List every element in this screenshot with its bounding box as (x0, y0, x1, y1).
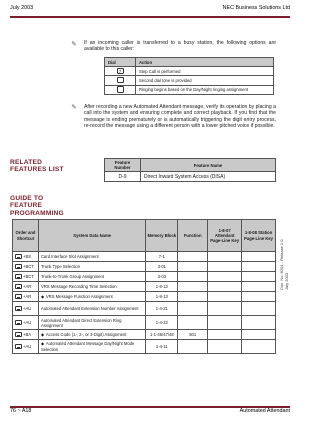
table-row (105, 172, 276, 182)
programming-table-header (13, 220, 276, 252)
function-cell (178, 340, 208, 354)
attendant-key-cell (208, 262, 242, 272)
phone-icon (15, 320, 22, 326)
document-number: Doc. No. 8201 - Release 1.0 (279, 239, 284, 290)
system-data-name-cell (38, 340, 145, 354)
document-sidebar (279, 239, 294, 350)
note-paragraph-verify: After recording a new Automated Attendant message, verify its operation by placing a call into the system and ensuring complete and correct playback. If you find that the message is ending prematurely or is automatically triggering the digit entry process, re-record the message using a different person with a lower pitched voice if possible. (84, 104, 276, 130)
station-key-cell (242, 302, 276, 316)
table-row (13, 316, 276, 330)
dial-key-icon (117, 86, 124, 93)
shortcut-code: +AU (23, 306, 32, 311)
phone-icon (15, 344, 22, 350)
order-shortcut-cell (13, 330, 39, 340)
diamond-icon: ◆ (40, 332, 44, 337)
function-header: Function (178, 220, 208, 252)
system-data-name-cell (38, 316, 145, 330)
shortcut-code: +AR (23, 294, 32, 299)
memory-block-cell: 7-1 (146, 252, 178, 262)
table-row (105, 85, 274, 94)
order-shortcut-cell (13, 272, 39, 282)
memory-block-cell: 1-4-22 (146, 316, 178, 330)
system-data-name-cell (38, 282, 145, 292)
memory-block-cell: 1-4-11 (146, 340, 178, 354)
pencil-icon: ✎ (71, 41, 77, 48)
phone-icon (15, 274, 22, 280)
order-shortcut-cell (13, 292, 39, 302)
memory-block-cell: 3-01 (146, 262, 178, 272)
station-key-cell (242, 252, 276, 262)
system-data-name-cell (38, 292, 145, 302)
system-data-name-cell (38, 252, 145, 262)
action-cell: Step Call is performed (136, 67, 274, 76)
memory-block-cell: 1-8-12 (146, 282, 178, 292)
shortcut-code: +AU (23, 344, 32, 349)
shortcut-code: +BS (23, 254, 32, 259)
phone-icon (15, 284, 22, 290)
system-data-name: Card Interface Slot Assignment (40, 254, 99, 259)
table-row (105, 76, 274, 85)
attendant-key-cell (208, 316, 242, 330)
system-data-name: Trunk Type Selection (40, 264, 81, 269)
dial-table-header (105, 58, 274, 67)
system-data-name-cell (38, 262, 145, 272)
memory-block-cell: 1-4-21 (146, 302, 178, 316)
document-date: July 2003 (283, 272, 289, 290)
function-cell (178, 252, 208, 262)
related-features-table (104, 158, 276, 182)
order-shortcut-cell (13, 302, 39, 316)
dial-key-icon (117, 77, 124, 84)
order-shortcut-cell (13, 252, 39, 262)
function-cell (178, 272, 208, 282)
attendant-key-cell (208, 340, 242, 354)
table-row (13, 272, 276, 282)
dial-key-icon: 7 (117, 68, 124, 75)
programming-table (12, 219, 276, 354)
function-cell: 501 (178, 330, 208, 340)
station-key-cell (242, 272, 276, 282)
phone-icon (15, 264, 22, 270)
attendant-key-cell (208, 302, 242, 316)
phone-icon (15, 332, 22, 338)
feature-name-cell: Direct Inward System Access (DISA) (141, 172, 276, 182)
system-data-name: Automated Attendant Extension Number Assignment (40, 306, 139, 311)
diamond-icon: ◆ (40, 342, 44, 346)
related-features-title: RELATED FEATURES LIST (10, 159, 64, 174)
order-shortcut-cell (13, 340, 39, 354)
attendant-key-cell (208, 252, 242, 262)
table-row (13, 282, 276, 292)
table-row (13, 292, 276, 302)
dial-action-table (104, 57, 274, 95)
attendant-key-header: 1-8-07 Attendant Page-Line Key (208, 220, 242, 252)
function-cell (178, 302, 208, 316)
page-number: 76 ~ A18 (10, 408, 32, 414)
station-key-header: 1-8-08 Station Page-Line Key (242, 220, 276, 252)
order-shortcut-cell (13, 316, 39, 330)
system-data-name-header: System Data Name (38, 220, 145, 252)
station-key-cell (242, 316, 276, 330)
memory-block-cell: 1-8-13 (146, 292, 178, 302)
header-company: NEC Business Solutions Ltd (222, 5, 290, 11)
page-footer (10, 408, 290, 414)
diamond-icon: ◆ (40, 294, 44, 299)
memory-block-cell: 1-1-46/47/48 (146, 330, 178, 340)
section-name: Automated Attendant (239, 408, 290, 414)
memory-block-header: Memory Block (146, 220, 178, 252)
table-row (13, 262, 276, 272)
system-data-name: VRS Message Recording Time Selection (40, 284, 117, 289)
attendant-key-cell (208, 282, 242, 292)
function-cell (178, 292, 208, 302)
station-key-cell (242, 282, 276, 292)
phone-icon (15, 294, 22, 300)
station-key-cell (242, 262, 276, 272)
system-data-name: VRS Message Function Assignment (45, 293, 113, 299)
table-row (105, 67, 274, 76)
shortcut-code: +AU (23, 320, 32, 325)
guide-programming-title: GUIDE TO FEATURE PROGRAMMING (10, 195, 64, 217)
header-date: July 2003 (10, 5, 34, 11)
station-key-cell (242, 330, 276, 340)
feature-number-cell: D-9 (105, 172, 141, 182)
system-data-name: Automated Attendant Direct Extension Ring Assignment (40, 317, 122, 328)
header-rule (10, 16, 290, 18)
note-paragraph-busy-options: If an incoming caller is transferred to a busy station, the following options are available to this caller: (84, 40, 276, 53)
table-row (13, 340, 276, 354)
attendant-key-cell (208, 292, 242, 302)
table-row (13, 302, 276, 316)
shortcut-code: +BCT (23, 264, 34, 269)
pencil-icon: ✎ (71, 104, 77, 111)
station-key-cell (242, 340, 276, 354)
shortcut-code: +AR (23, 284, 32, 289)
shortcut-code: +BA (23, 332, 32, 337)
order-header: Order and Shortcut (13, 220, 39, 252)
system-data-name-cell (38, 330, 145, 340)
phone-icon (15, 306, 22, 312)
system-data-name: Trunk-to-Trunk Group Assignment (40, 274, 104, 279)
attendant-key-cell (208, 330, 242, 340)
shortcut-code: +BCT (23, 274, 34, 279)
phone-icon (15, 254, 22, 260)
action-cell: Second dial tone is provided (136, 76, 274, 85)
attendant-key-cell (208, 272, 242, 282)
action-column-header: Action (136, 58, 274, 67)
function-cell (178, 316, 208, 330)
order-shortcut-cell (13, 262, 39, 272)
function-cell (178, 282, 208, 292)
system-data-name: Access Code (1-, 2-, or 3-Digit) Assignment (45, 331, 127, 337)
dial-column-header: Dial (105, 58, 136, 67)
action-cell: Ringing begins based on the Day/Night ringing assignment (136, 85, 274, 94)
function-cell (178, 262, 208, 272)
table-row (13, 330, 276, 340)
order-shortcut-cell (13, 282, 39, 292)
station-key-cell (242, 292, 276, 302)
feature-number-header: Feature Number (105, 159, 141, 172)
memory-block-cell: 3-03 (146, 272, 178, 282)
table-row (13, 252, 276, 262)
system-data-name-cell (38, 272, 145, 282)
feature-name-header: Feature Name (141, 159, 276, 172)
system-data-name-cell (38, 302, 145, 316)
system-data-name: Automated Attendant Message Day/Night Mode Selection (40, 341, 135, 352)
